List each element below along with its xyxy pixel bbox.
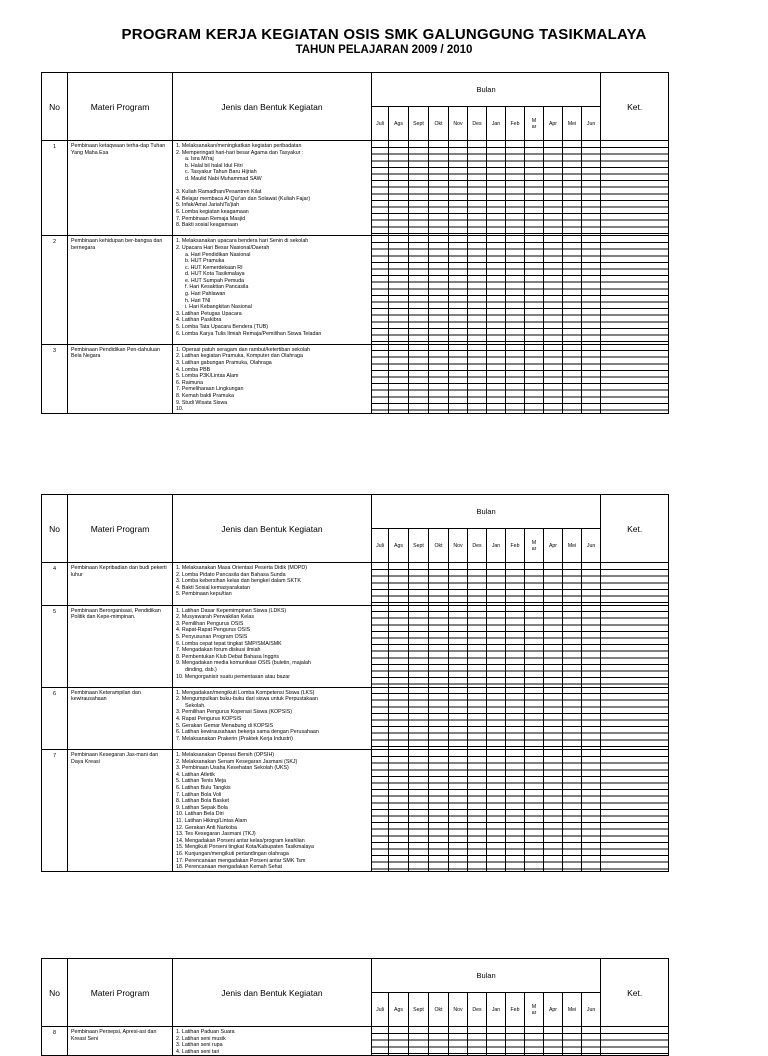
activity-item: 5. Gerakan Gemar Menabung di KOPSIS — [176, 722, 274, 729]
schedule-cell — [409, 236, 429, 345]
header-bulan: Bulan — [372, 495, 601, 529]
activity-item: 5. Lomba Tata Upacara Bendera (TUB) — [176, 324, 269, 331]
activity-item: 7. Melaksanakan Prakerin (Praktek Kerja Industri) — [176, 735, 293, 742]
schedule-cell — [429, 750, 449, 872]
activity-item: 9. Studi Wisata Siswa — [176, 399, 228, 406]
schedule-cell — [506, 1027, 525, 1056]
schedule-cell — [544, 1027, 563, 1056]
schedule-cell — [449, 141, 468, 236]
schedule-cell — [372, 605, 389, 687]
schedule-cell — [487, 344, 506, 413]
activity-item: 17. Perencanaan mengadakan Porseni antar SMK Tsm — [176, 857, 306, 864]
month-header: Juli — [372, 529, 389, 563]
activity-spacer — [176, 337, 369, 344]
activity-item: i. Hari Kebangkitan Nasional — [185, 304, 252, 311]
schedule-cell — [468, 750, 487, 872]
activity-item: 2. Lomba Pidato Pancasila dan Bahasa Sunda — [176, 571, 286, 578]
schedule-cell — [544, 141, 563, 236]
program-table — [41, 494, 669, 872]
activity-item: 3. Pemilihan Pengurus OSIS — [176, 620, 244, 627]
program-activities — [173, 344, 372, 413]
schedule-cell — [372, 344, 389, 413]
month-header: Apr — [544, 993, 563, 1027]
activity-item: 3. Latihan Petugas Upacara — [176, 310, 242, 317]
month-header: Mar — [525, 993, 544, 1027]
program-activities — [173, 605, 372, 687]
schedule-cell — [409, 141, 429, 236]
schedule-cell — [544, 236, 563, 345]
month-header: Mar — [525, 107, 544, 141]
month-header: Okt — [429, 107, 449, 141]
activity-item: 7. Mengadakan forum diskusi ilmiah — [176, 647, 261, 654]
schedule-cell — [372, 750, 389, 872]
activity-item: 4. Belajar membaca Al Qur'an dan Solawat (Kuliah Fajar) — [176, 195, 311, 202]
month-header: Jun — [582, 993, 601, 1027]
activity-item: 3. Lomba kebersihan kelas dan bengkel dalam SKTK — [176, 578, 301, 585]
schedule-cell — [372, 563, 389, 606]
schedule-cell — [449, 750, 468, 872]
schedule-cell — [409, 344, 429, 413]
header-bulan: Bulan — [372, 73, 601, 107]
month-header: Feb — [506, 993, 525, 1027]
month-header: Mei — [563, 529, 582, 563]
schedule-cell — [468, 687, 487, 749]
program-materi: Pembinaan Pendidikan Pen-dahuluan Bela Negara — [68, 344, 173, 413]
schedule-cell — [449, 563, 468, 606]
program-activities — [173, 141, 372, 236]
schedule-cell — [506, 687, 525, 749]
schedule-cell — [582, 563, 601, 606]
month-header: Jun — [582, 529, 601, 563]
activity-item: 6. Raimuna — [176, 379, 204, 386]
schedule-cell — [525, 344, 544, 413]
schedule-cell — [506, 605, 525, 687]
header-materi: Materi Program — [68, 959, 173, 1027]
schedule-cell — [487, 687, 506, 749]
header-row — [42, 73, 669, 107]
activity-item: 7. Latihan Bola Voli — [176, 791, 222, 798]
program-row — [42, 605, 669, 687]
program-materi: Pembinaan Berorganisasi, Pendidikan Politik dan Kepe-mimpinan. — [68, 605, 173, 687]
activity-item: d. Maulid Nabi Muhammad SAW — [185, 175, 262, 182]
schedule-cell — [563, 605, 582, 687]
activity-item: c. HUT Kemerdekaan RI — [185, 264, 243, 271]
activity-spacer — [176, 183, 369, 190]
month-header: Sept — [409, 529, 429, 563]
schedule-cell — [389, 563, 409, 606]
activity-item: 4. Rapat-Rapat Pengurus OSIS — [176, 627, 251, 634]
schedule-cell — [525, 750, 544, 872]
schedule-cell — [468, 605, 487, 687]
program-number: 1 — [42, 141, 68, 236]
activity-item: 5. Latihan Tenis Meja — [176, 778, 226, 785]
month-header: Apr — [544, 529, 563, 563]
program-number: 5 — [42, 605, 68, 687]
document-title: PROGRAM KERJA KEGIATAN OSIS SMK GALUNGGUNG TASIKMALAYA — [121, 26, 647, 43]
program-materi: Pembinaan Persepsi, Apresi-asi dan Kreasi Seni — [68, 1027, 173, 1056]
activity-item: 2. Melaksanakan Senam Kesegaran Jasmani (SKJ) — [176, 758, 298, 765]
schedule-cell — [389, 1027, 409, 1056]
header-jenis: Jenis dan Bentuk Kegiatan — [173, 73, 372, 141]
schedule-cell — [487, 605, 506, 687]
program-row — [42, 687, 669, 749]
ket-cell — [601, 563, 669, 606]
activity-item: 10. — [176, 406, 184, 413]
activity-item: 18. Perencanaan mengadakan Kemah Sehat — [176, 864, 283, 871]
activity-item: 5. Penyusunan Program OSIS — [176, 633, 248, 640]
month-header: Feb — [506, 529, 525, 563]
activity-item: 6. Latihan Bulu Tangkis — [176, 785, 231, 791]
schedule-cell — [389, 687, 409, 749]
header-row — [42, 495, 669, 529]
activity-item: 4. Latihan Paskibra — [176, 317, 222, 324]
activity-item: 1. Melaksanakan/meningkatkan kegiatan peribadatan — [176, 143, 302, 149]
month-header: Nov — [449, 529, 468, 563]
schedule-cell — [429, 141, 449, 236]
schedule-cell — [372, 1027, 389, 1056]
activity-item: 2. Memperingati hari-hari besar Agama dan Tasyakur : — [176, 149, 304, 156]
schedule-cell — [389, 750, 409, 872]
activity-item: 6. Lomba Karya Tulis Ilmiah Remaja/Pemilihan Siswa Teladan — [176, 330, 322, 337]
activity-item: 8. Bakti sosial keagamaan — [176, 222, 238, 229]
activity-item: b. HUT Pramuka — [185, 258, 225, 265]
activity-item: 1. Melaksanakan Operasi Bersih (OPSIH) — [176, 752, 275, 759]
schedule-cell — [487, 141, 506, 236]
schedule-cell — [429, 236, 449, 345]
schedule-cell — [389, 344, 409, 413]
schedule-cell — [506, 750, 525, 872]
activity-item: 16. Kunjungan/mengikuti pertandingan olahraga — [176, 850, 289, 857]
month-header: Apr — [544, 107, 563, 141]
schedule-cell — [525, 563, 544, 606]
schedule-cell — [409, 563, 429, 606]
schedule-cell — [449, 605, 468, 687]
schedule-cell — [487, 750, 506, 872]
header-ket: Ket. — [601, 495, 669, 563]
activity-item: Sekolah. — [185, 702, 206, 709]
ket-cell — [601, 605, 669, 687]
activity-item: 1. Latihan Paduan Suara — [176, 1029, 235, 1035]
activity-item: dinding, dsb.) — [185, 666, 217, 673]
ket-cell — [601, 236, 669, 345]
program-number: 6 — [42, 687, 68, 749]
activity-item: h. Hari TNI — [185, 297, 211, 304]
schedule-cell — [582, 1027, 601, 1056]
activity-item: 11. Latihan Hiking/Lintas Alam — [176, 817, 247, 824]
activity-item: 8. Pembentukan Klub Debat Bahasa Inggris — [176, 653, 280, 660]
schedule-cell — [449, 344, 468, 413]
schedule-cell — [582, 750, 601, 872]
program-number: 2 — [42, 236, 68, 345]
schedule-cell — [544, 344, 563, 413]
program-row — [42, 563, 669, 606]
program-activities — [173, 750, 372, 872]
schedule-cell — [563, 236, 582, 345]
activity-item: 5. Infak/Amal Jariah/Ta'jiah — [176, 202, 240, 209]
month-header: Mei — [563, 107, 582, 141]
activity-item: 13. Tes Kesegaran Jasmani (TKJ) — [176, 831, 256, 838]
ket-cell — [601, 1027, 669, 1056]
schedule-cell — [389, 236, 409, 345]
activity-item: 10. Latihan Bela Diri — [176, 811, 224, 818]
activity-item: 4. Latihan Atletik — [176, 771, 215, 778]
activity-item: f. Hari Kesaktian Pancasila — [185, 284, 249, 291]
schedule-cell — [563, 1027, 582, 1056]
month-header: Juli — [372, 993, 389, 1027]
schedule-cell — [429, 605, 449, 687]
activity-item: 10. Mengorganisir suatu pementasan atau bazar — [176, 673, 290, 680]
month-header: Nov — [449, 107, 468, 141]
activity-item: 3. Latihan gabungan Pramuka, Olahraga — [176, 360, 272, 366]
schedule-cell — [582, 344, 601, 413]
schedule-cell — [409, 1027, 429, 1056]
schedule-cell — [429, 1027, 449, 1056]
schedule-cell — [582, 605, 601, 687]
month-header: Des — [468, 529, 487, 563]
activity-item: 3. Kuliah Ramadhan/Pesantren Kilat — [176, 189, 262, 196]
activity-item: e. HUT Sumpah Pemuda — [185, 277, 245, 284]
schedule-cell — [429, 344, 449, 413]
schedule-cell — [506, 563, 525, 606]
schedule-cell — [468, 563, 487, 606]
schedule-cell — [449, 1027, 468, 1056]
month-header: Jan — [487, 107, 506, 141]
schedule-cell — [544, 687, 563, 749]
activity-item: 9. Mengadakan media komunikasi OSIS (buletin, majalah — [176, 660, 311, 667]
activity-spacer — [176, 680, 369, 687]
schedule-cell — [389, 605, 409, 687]
ket-cell — [601, 141, 669, 236]
activity-item: 2. Upacara Hari Besar Nasional/Daerah — [176, 244, 270, 251]
schedule-cell — [409, 687, 429, 749]
month-header: Jan — [487, 993, 506, 1027]
program-activities — [173, 1027, 372, 1056]
activity-item: 15. Mengikuti Porseni tingkat Kota/Kabupaten Tasikmalaya — [176, 844, 314, 851]
program-activities — [173, 687, 372, 749]
schedule-cell — [525, 236, 544, 345]
activity-item: 4. Rapat Pengurus KOPSIS — [176, 716, 242, 723]
schedule-cell — [409, 750, 429, 872]
schedule-cell — [544, 750, 563, 872]
activity-item: 7. Pemeliharaan Lingkungan — [176, 386, 244, 393]
schedule-cell — [409, 605, 429, 687]
activity-item: 2. Latihan seni musik — [176, 1035, 226, 1042]
activity-item: 8. Latihan Bola Basket — [176, 798, 230, 805]
activity-item: 14. Mengadakan Porseni antar kelas/program keahlian — [176, 837, 305, 844]
activity-item: a. Isra Mi'raj — [185, 156, 214, 163]
month-header: Feb — [506, 107, 525, 141]
schedule-cell — [525, 1027, 544, 1056]
month-header: Sept — [409, 993, 429, 1027]
program-materi: Pembinaan ketaqwaan terha-dap Tuhan Yang Maha Esa — [68, 141, 173, 236]
month-header: Okt — [429, 993, 449, 1027]
schedule-cell — [487, 1027, 506, 1056]
activity-item: 1. Melaksanakan Masa Orientasi Peserta Didik (MOPD) — [176, 565, 307, 571]
activity-item: 1. Latihan Dasar Kepemimpinan Siswa (LDKS) — [176, 607, 287, 614]
activity-item: 1. Mengadakan/mengikuti Lomba Kompetensi Siswa (LKS) — [176, 689, 315, 696]
program-row — [42, 344, 669, 413]
ket-cell — [601, 344, 669, 413]
schedule-cell — [468, 1027, 487, 1056]
month-header: Des — [468, 107, 487, 141]
activity-item: d. HUT Kota Tasikmalaya — [185, 271, 245, 278]
schedule-cell — [449, 687, 468, 749]
activity-item: 12. Gerakan Anti Narkoba — [176, 824, 237, 831]
activity-item: 3. Pemilihan Pengurus Koperasi Siswa (KOPSIS) — [176, 709, 292, 716]
header-ket: Ket. — [601, 73, 669, 141]
header-no: No — [42, 959, 68, 1027]
schedule-cell — [372, 236, 389, 345]
schedule-cell — [429, 687, 449, 749]
schedule-cell — [582, 236, 601, 345]
month-header: Nov — [449, 993, 468, 1027]
month-header: Ags — [389, 993, 409, 1027]
schedule-cell — [525, 687, 544, 749]
program-table — [41, 958, 669, 1056]
activity-item: 1. Melaksanakan upacara bendera hari Senin di sekolah — [176, 238, 309, 245]
schedule-cell — [487, 236, 506, 345]
schedule-cell — [468, 141, 487, 236]
activity-item: 6. Latihan kewirausahaan bekerja sama dengan Perusahaan — [176, 729, 319, 736]
schedule-cell — [563, 344, 582, 413]
month-header: Mei — [563, 993, 582, 1027]
program-table — [41, 72, 669, 414]
activity-item: 5. Pembinaan kepu/tian — [176, 591, 232, 598]
schedule-cell — [563, 563, 582, 606]
program-number: 3 — [42, 344, 68, 413]
schedule-cell — [525, 141, 544, 236]
activity-item: a. Hari Pendidikan Nasional — [185, 251, 251, 258]
schedule-cell — [563, 687, 582, 749]
program-number: 4 — [42, 563, 68, 606]
program-row — [42, 750, 669, 872]
activity-item: c. Tasyakur Tahun Baru Hijriah — [185, 169, 257, 176]
schedule-cell — [372, 687, 389, 749]
month-header: Jan — [487, 529, 506, 563]
activity-item: b. Halal bil halal Idul Fitri — [185, 162, 243, 169]
ket-cell — [601, 750, 669, 872]
activity-item: 3. Latihan seni rupa — [176, 1042, 223, 1049]
schedule-cell — [506, 344, 525, 413]
activity-item: 2. Musyawarah Perwakilan Kelas — [176, 614, 255, 621]
activity-item: 1. Operasi patuh seragam dan rambut/ketertiban sekolah — [176, 346, 310, 353]
activity-item: 3. Pembinaan Usaha Kesehatan Sekolah (UKS) — [176, 765, 289, 772]
activity-item: 6. Lomba cepat tepat tingkat SMP/SMA/SMK — [176, 640, 282, 647]
month-header: Jun — [582, 107, 601, 141]
month-header: Juli — [372, 107, 389, 141]
schedule-cell — [563, 141, 582, 236]
activity-item: 4. Lomba PBB — [176, 366, 211, 373]
header-no: No — [42, 73, 68, 141]
schedule-cell — [429, 563, 449, 606]
document-subtitle: TAHUN PELAJARAN 2009 / 2010 — [295, 44, 473, 56]
program-activities — [173, 236, 372, 345]
program-number: 8 — [42, 1027, 68, 1056]
month-header: Des — [468, 993, 487, 1027]
activity-item: 5. Lomba P3K/Lintas Alam — [176, 373, 239, 380]
activity-item: 7. Pembinaan Remaja Masjid — [176, 215, 246, 222]
activity-item: g. Hari Pahlawan — [185, 291, 226, 298]
activity-item: 2. Mengumpulkan buku-buku dari siswa untuk Perpustakaan — [176, 696, 318, 703]
program-activities — [173, 563, 372, 606]
header-row — [42, 959, 669, 993]
program-materi: Pembinaan Kesegaran Jas-mani dan Daya Kreasi — [68, 750, 173, 872]
activity-item: 4. Bakti Sosial kemasyarakatan — [176, 584, 250, 591]
schedule-cell — [544, 563, 563, 606]
program-number: 7 — [42, 750, 68, 872]
schedule-cell — [506, 236, 525, 345]
schedule-cell — [563, 750, 582, 872]
activity-item: 8. Kemah bakti Pramuka — [176, 392, 234, 399]
header-no: No — [42, 495, 68, 563]
schedule-cell — [468, 344, 487, 413]
schedule-cell — [582, 141, 601, 236]
activity-item: 4. Latihan seni tari — [176, 1048, 220, 1055]
month-header: Ags — [389, 529, 409, 563]
header-jenis: Jenis dan Bentuk Kegiatan — [173, 959, 372, 1027]
program-materi: Pembinaan kehidupan ber-bangsa dan bernegara — [68, 236, 173, 345]
schedule-cell — [544, 605, 563, 687]
schedule-cell — [525, 605, 544, 687]
schedule-cell — [449, 236, 468, 345]
header-bulan: Bulan — [372, 959, 601, 993]
header-jenis: Jenis dan Bentuk Kegiatan — [173, 495, 372, 563]
month-header: Mar — [525, 529, 544, 563]
activity-item: 9. Latihan Sepak Bola — [176, 804, 228, 811]
month-header: Sept — [409, 107, 429, 141]
schedule-cell — [506, 141, 525, 236]
activity-item: 2. Latihan kegiatan Pramuka, Komputer dan Olahraga — [176, 353, 303, 360]
schedule-cell — [389, 141, 409, 236]
schedule-cell — [468, 236, 487, 345]
activity-spacer — [176, 742, 369, 749]
ket-cell — [601, 687, 669, 749]
program-row — [42, 1027, 669, 1056]
program-row — [42, 141, 669, 236]
program-row — [42, 236, 669, 345]
month-header: Okt — [429, 529, 449, 563]
header-materi: Materi Program — [68, 73, 173, 141]
header-materi: Materi Program — [68, 495, 173, 563]
activity-spacer — [176, 229, 369, 236]
activity-spacer — [176, 598, 369, 605]
month-header: Ags — [389, 107, 409, 141]
header-ket: Ket. — [601, 959, 669, 1027]
activity-item: 6. Lomba kegiatan keagamaan — [176, 208, 249, 215]
schedule-cell — [372, 141, 389, 236]
program-materi: Pembinaan Keterampilan dan kewirausahaan — [68, 687, 173, 749]
schedule-cell — [582, 687, 601, 749]
schedule-cell — [487, 563, 506, 606]
program-materi: Pembinaan Kepribadian dan budi pekerti luhur — [68, 563, 173, 606]
